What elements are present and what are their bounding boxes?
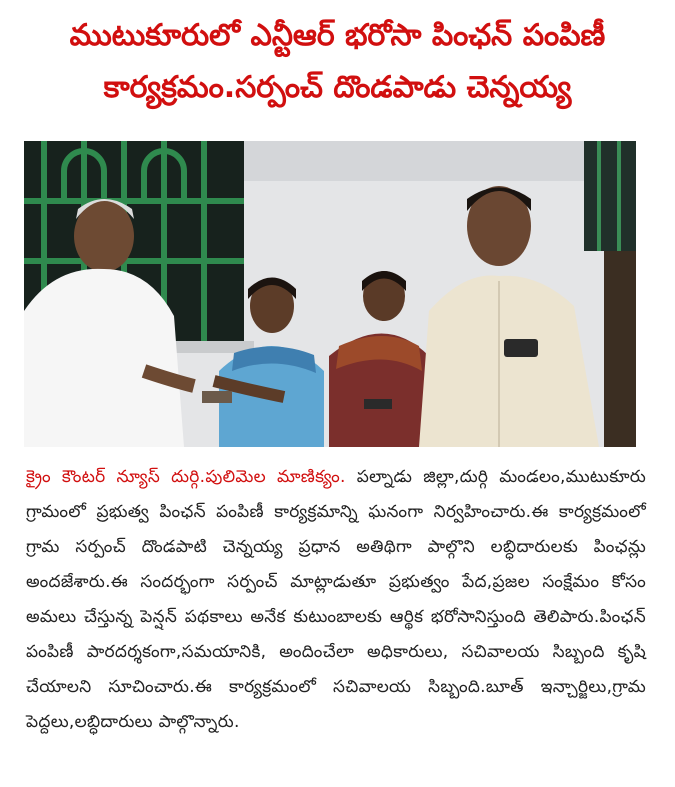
headline-line-1: ముటుకూరులో ఎన్టీఆర్ భరోసా పింఛన్ పంపిణీ	[69, 18, 606, 53]
pension-distribution-photo	[24, 141, 636, 447]
article-byline: క్రైం కౌంటర్ న్యూస్ దుర్గి.పులిమెల మాణిక్యం.	[26, 467, 346, 487]
news-photo	[24, 141, 636, 447]
article-body	[26, 460, 646, 740]
article-text: పల్నాడు జిల్లా,దుర్గి మండలం,ముటుకూరు గ్రామంలో ప్రభుత్వ పింఛన్ పంపిణీ కార్యక్రమాన్ని ఘనంగా నిర్వహించారు.ఈ కార్యక్రమంలో గ్రామ సర్పంచ్ దొండపాటి చెన్నయ్య ప్రధాన అతిథిగా పాల్గొని లబ్ధిదారులకు పింఛన్లు అందజేశారు.ఈ సందర్భంగా సర్పంచ్ మాట్లాడుతూ ప్రభుత్వం పేద,ప్రజల సంక్షేమం కోసం అమలు చేస్తున్న పెన్షన్ పథకాలు అనేక కుటుంబాలకు ఆర్థిక భరోసానిస్తుంది తెలిపారు.పింఛన్ పంపిణీ పారదర్శకంగా,సమయానికి, అందించేలా అధికారులు, సచివాలయ సిబ్బంది కృషి చేయాలని సూచించారు.ఈ కార్యక్రమంలో సచివాలయ సిబ్బంది.బూత్ ఇన్చార్జిలు,గ్రామ పెద్దలు,లబ్ధిదారులు పాల్గొన్నారు.	[26, 467, 646, 732]
headline-line-2: కార్యక్రమం.సర్పంచ్ దొండపాడు చెన్నయ్య	[103, 70, 572, 105]
